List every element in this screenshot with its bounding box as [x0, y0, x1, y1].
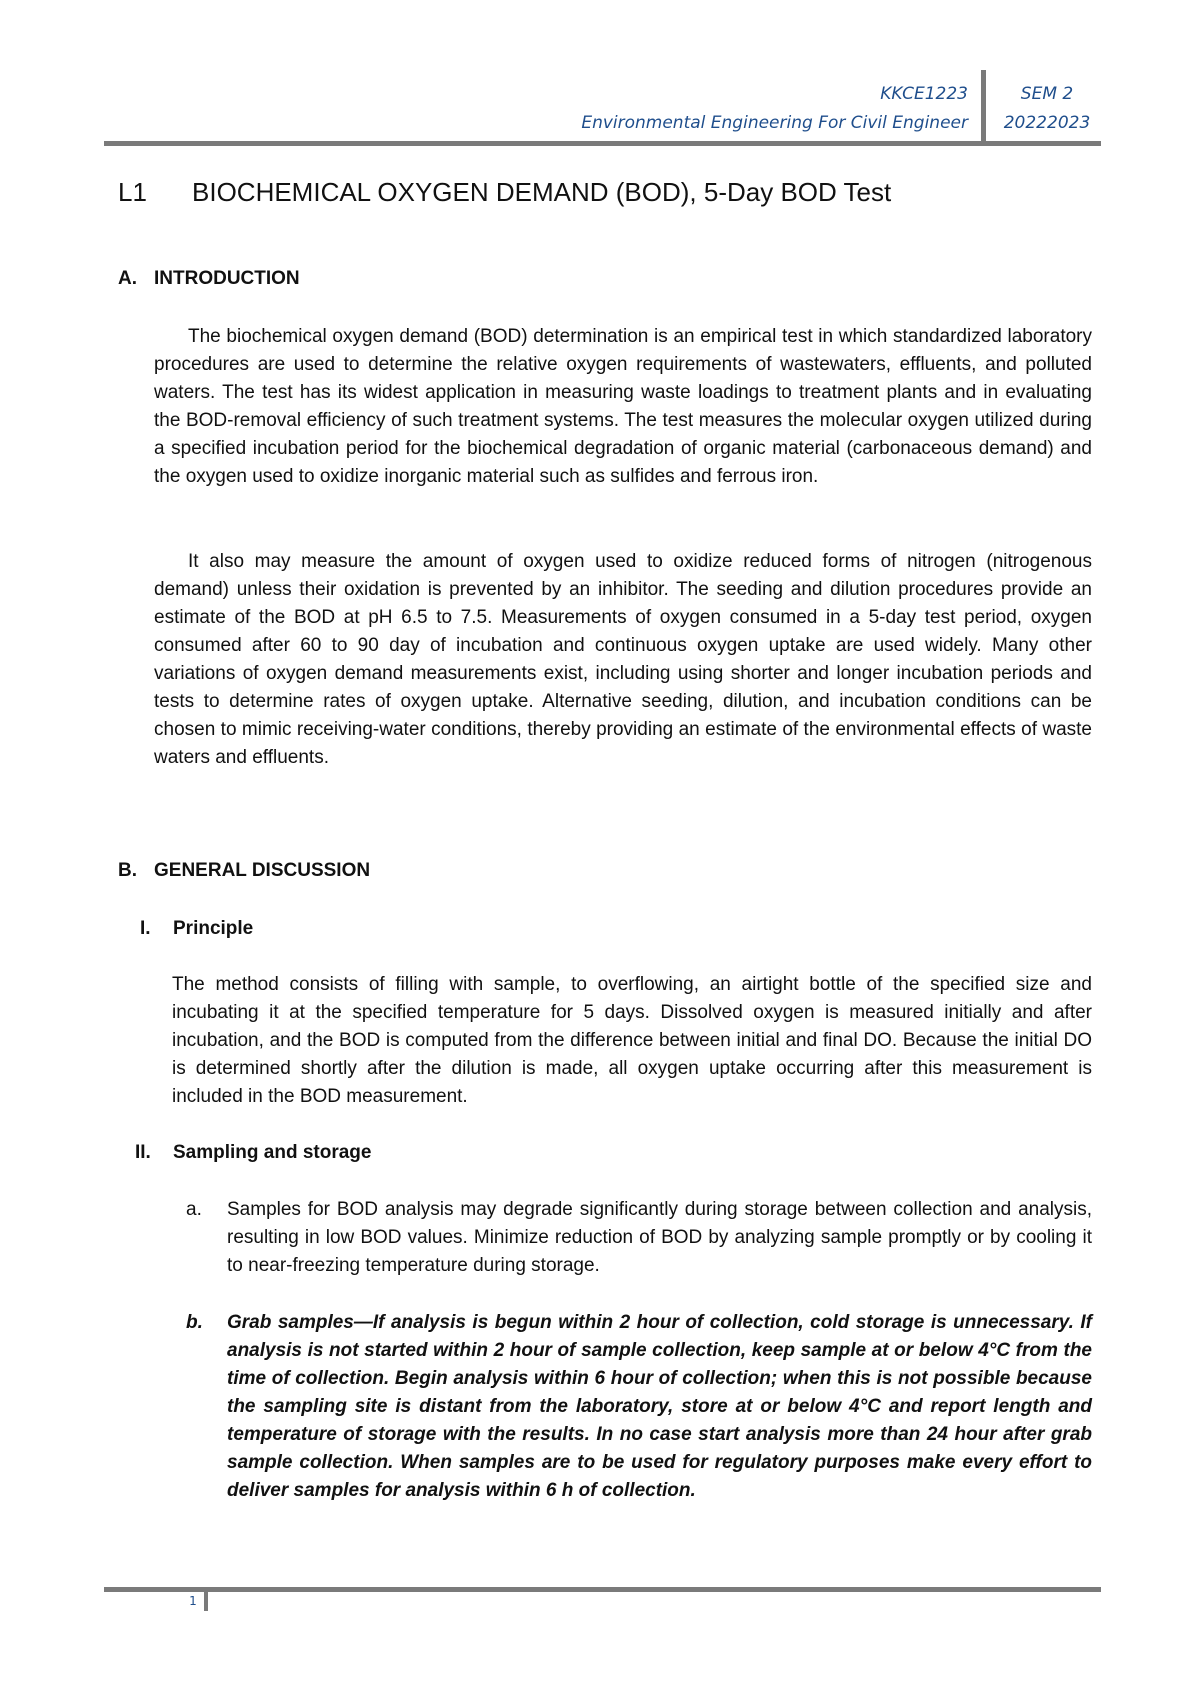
- principle-paragraph: The method consists of filling with sample, to overflowing, an airtight bottle of the specified size and incubating it at the specified temperature for 5 days. Dissolved oxygen is measured initially and after incubation, and the BOD is computed from the difference between initial and final DO. Because the initial DO is determined shortly after the dilution is made, all oxygen uptake occurring after this measurement is included in the BOD measurement.: [172, 974, 1092, 1107]
- footer-vertical-divider: [204, 1587, 208, 1611]
- section-b-heading: [118, 858, 370, 884]
- header-vertical-divider: [981, 70, 986, 144]
- intro-paragraph-1: The biochemical oxygen demand (BOD) determination is an empirical test in which standardized laboratory procedures are used to determine the relative oxygen requirements of wastewaters, effluents, and polluted waters. The test has its widest application in measuring waste loadings to treatment plants and in evaluating the BOD-removal efficiency of such treatment systems. The test measures the molecular oxygen utilized during a specified incubation period for the biochemical degradation of organic material (carbonaceous demand) and the oxygen used to oxidize inorganic material such as sulfides and ferrous iron.: [154, 326, 1092, 487]
- principle-marker: I.: [140, 918, 151, 939]
- section-a-marker: A.: [118, 268, 137, 289]
- section-a-title: INTRODUCTION: [154, 268, 300, 289]
- title-number: L1: [118, 177, 147, 207]
- sampling-marker: II.: [135, 1142, 151, 1163]
- sampling-heading: [135, 1140, 371, 1166]
- title-text: BIOCHEMICAL OXYGEN DEMAND (BOD), 5-Day BOD Test: [192, 177, 892, 207]
- principle-title: Principle: [173, 918, 254, 939]
- list-item: [186, 1309, 1092, 1509]
- header-course-name: Environmental Engineering For Civil Engineer: [581, 113, 968, 133]
- section-a-heading: [118, 266, 300, 292]
- list-item-label: a.: [186, 1199, 202, 1220]
- section-b-marker: B.: [118, 860, 137, 881]
- intro-paragraph-2: It also may measure the amount of oxygen used to oxidize reduced forms of nitrogen (nitrogenous demand) unless their oxidation is prevented by an inhibitor. The seeding and dilution procedures provide an estimate of the BOD at pH 6.5 to 7.5. Measurements of oxygen consumed in a 5-day test period, oxygen consumed after 60 to 90 day of incubation and continuous oxygen uptake are used widely. Many other variations of oxygen demand measurements exist, including using shorter and longer incubation periods and tests to determine rates of oxygen uptake. Alternative seeding, dilution, and incubation conditions can be chosen to mimic receiving-water conditions, thereby providing an estimate of the environmental effects of waste waters and effluents.: [154, 551, 1092, 768]
- header-semester-block: [994, 80, 1100, 138]
- header-session: 20222023: [1003, 113, 1091, 133]
- list-item-text: Grab samples—If analysis is begun within 2 hour of collection, cold storage is unnecessary. If analysis is not started within 2 hour of sample collection, keep sample at or below 4°C from the time of collection. Begin analysis within 6 hour of collection; when this is not possible because the sampling site is distant from the laboratory, store at or below 4°C and report length and temperature of storage with the results. In no case start analysis more than 24 hour after grab sample collection. When samples are to be used for regulatory purposes make every effort to deliver samples for analysis within 6 h of collection.: [227, 1312, 1092, 1501]
- footer-rule: [104, 1587, 1101, 1592]
- sampling-title: Sampling and storage: [173, 1142, 372, 1163]
- page-title: [118, 174, 891, 210]
- header-course-block: [581, 80, 968, 138]
- header-course-code: KKCE1223: [880, 84, 968, 104]
- section-b-title: GENERAL DISCUSSION: [154, 860, 371, 881]
- header-semester: SEM 2: [1020, 84, 1074, 104]
- list-item: [186, 1196, 1092, 1282]
- principle-heading: [140, 916, 253, 942]
- list-item-label: b.: [186, 1312, 203, 1333]
- header-rule: [104, 141, 1101, 146]
- page-number: 1: [189, 1594, 197, 1608]
- list-item-text: Samples for BOD analysis may degrade significantly during storage between collection and analysis, resulting in low BOD values. Minimize reduction of BOD by analyzing sample promptly or by cooling it to near-freezing temperature during storage.: [227, 1199, 1092, 1276]
